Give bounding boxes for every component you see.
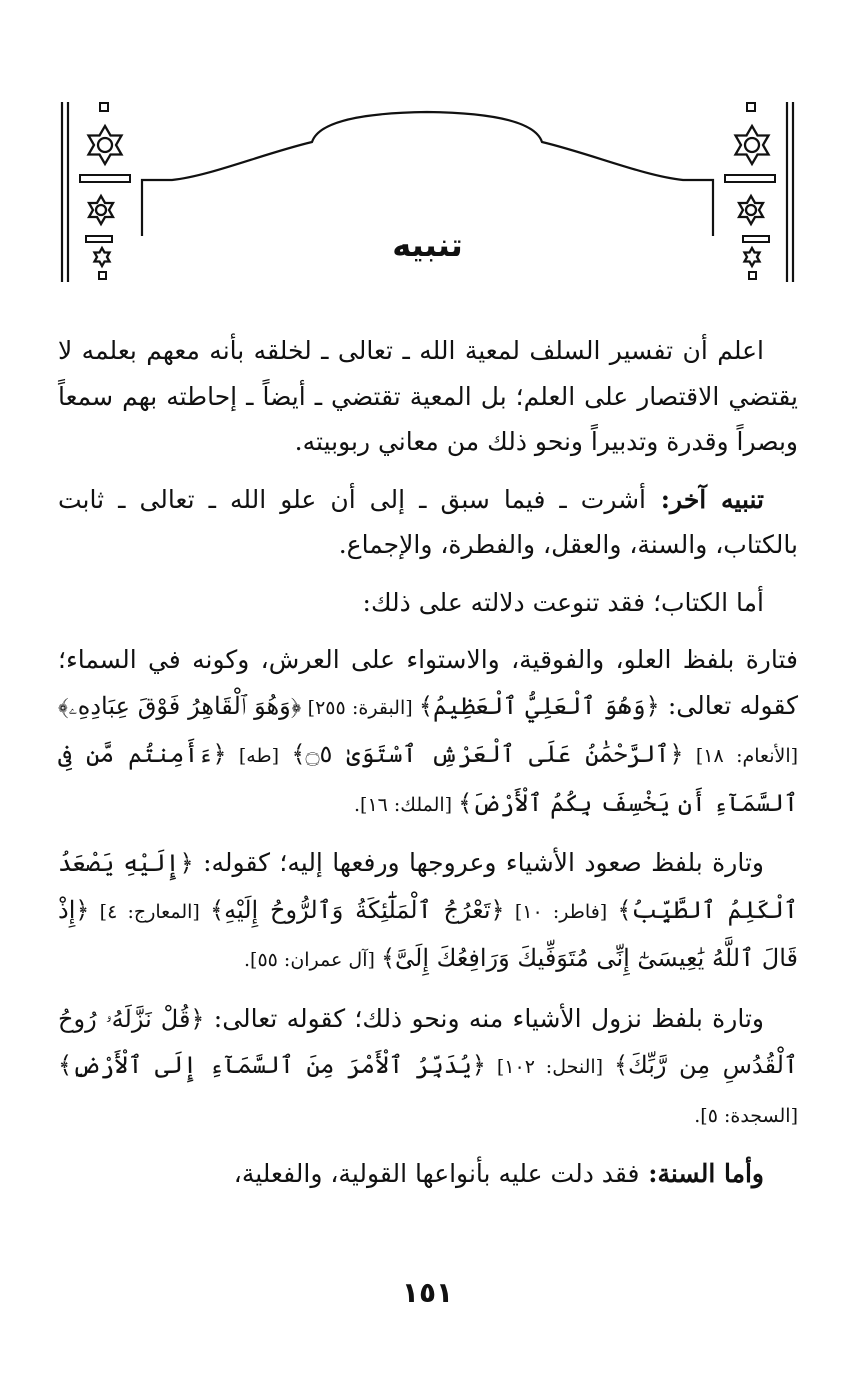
verse-reference: [البقرة: ٢٥٥] — [301, 696, 419, 719]
quran-verse: ﴿إِلَيْهِ يَصْعَدُ ٱلْكَلِمُ ٱلطَّيِّبُ﴾ — [58, 849, 798, 924]
verse-reference: [السجدة: ٥]. — [694, 1104, 798, 1127]
star-ornament — [89, 196, 113, 224]
paragraph-text: أما الكتاب؛ فقد تنوعت دلالته على ذلك: — [362, 587, 764, 617]
verse-reference: [المعارج: ٤] — [89, 900, 211, 923]
quran-verse: ﴿يُدَبِّرُ ٱلْأَمْرَ مِنَ ٱلسَّمَآءِ إِلَى ٱلْأَرْضِ﴾ — [58, 1051, 486, 1079]
paragraph-text: فقد دلت عليه بأنواعها القولية، والفعلية، — [233, 1159, 640, 1188]
quran-verse: ﴿ءَأَمِنتُم مَّن فِى ٱلسَّمَآءِ أَن يَخْسِفَ بِكُمُ ٱلْأَرْضَ﴾ — [58, 740, 798, 817]
paragraph-text: فتارة بلفظ العلو، والفوقية، والاستواء على العرش، وكونه في السماء؛ كقوله تعالى: — [58, 645, 798, 720]
quran-verse: ﴿ٱلرَّحْمَٰنُ عَلَى ٱلْعَرْشِ ٱسْتَوَىٰ ۝٥﴾ — [291, 740, 684, 768]
star-ornament — [739, 196, 763, 224]
quran-verse: ﴿وَهُوَ ٱلْقَاهِرُ فَوْقَ عِبَادِهِۦ﴾ — [58, 691, 302, 720]
paragraph — [58, 477, 798, 568]
verse-reference: [النحل: ١٠٢] — [485, 1056, 614, 1078]
paragraph — [58, 840, 798, 984]
paragraph — [58, 996, 798, 1140]
quran-verse: ﴿إِذْ قَالَ ٱللَّهُ يَٰعِيسَىٰٓ إِنِّى مُتَوَفِّيكَ وَرَافِعُكَ إِلَىَّ﴾ — [58, 895, 798, 972]
body-text — [58, 328, 798, 1209]
lead-heading: تنبيه آخر: — [646, 484, 765, 514]
verse-reference: [طه] — [226, 745, 292, 767]
quran-verse: ﴿تَعْرُجُ ٱلْمَلَٰٓئِكَةُ وَٱلرُّوحُ إِلَيْهِ﴾ — [210, 895, 505, 924]
paragraph-text: اعلم أن تفسير السلف لمعية الله ـ تعالى ـ لخلقه بأنه معهم بعلمه لا يقتضي الاقتصار على العلم؛ بل المعية تقتضي ـ أيضاً ـ إحاطته بهم سمعاً وبصراً وقدرة وتدبيراً ونحو ذلك من معاني ربوبيته. — [58, 336, 798, 456]
paragraph — [58, 580, 798, 626]
paragraph — [58, 1151, 798, 1197]
star-ornament — [736, 126, 769, 164]
paragraph-text: أشرت ـ فيما سبق ـ إلى أن علو الله ـ تعالى ـ ثابت بالكتاب، والسنة، والعقل، والفطرة، والإجماع. — [58, 484, 798, 559]
quran-verse: ﴿قُلْ نَزَّلَهُۥ رُوحُ ٱلْقُدُسِ مِن رَّبِّكَ﴾ — [58, 1004, 798, 1079]
lead-heading: وأما السنة: — [639, 1159, 764, 1188]
verse-reference: [فاطر: ١٠] — [504, 900, 618, 923]
section-title: تنبيه — [392, 226, 463, 264]
star-ornament — [89, 126, 122, 164]
paragraph — [58, 328, 798, 465]
verse-reference: [الملك: ١٦]. — [353, 793, 459, 816]
paragraph-text: وتارة بلفظ نزول الأشياء منه ونحو ذلك؛ كقوله تعالى: — [204, 1003, 764, 1033]
verse-reference: [الأنعام: ١٨] — [683, 745, 799, 767]
page-number: ١٥١ — [401, 1276, 454, 1309]
verse-reference: [آل عمران: ٥٥]. — [244, 949, 381, 971]
paragraph-text: وتارة بلفظ صعود الأشياء وعروجها ورفعها إليه؛ كقوله: — [193, 848, 764, 877]
paragraph — [58, 637, 798, 828]
quran-verse: ﴿وَهُوَ ٱلْعَلِيُّ ٱلْعَظِيمُ﴾ — [418, 691, 660, 720]
